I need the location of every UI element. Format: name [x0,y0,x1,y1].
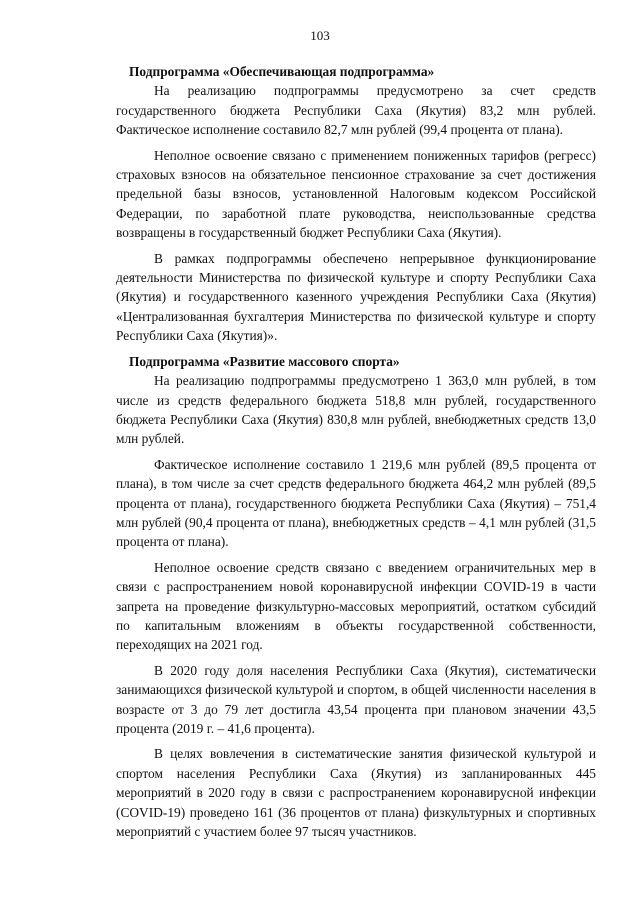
paragraph: Фактическое исполнение составило 1 219,6 млн рублей (89,5 процента от плана), в том числе за счет средств федерального бюджета 464,2 млн рублей (89,5 процента от плана), государственного бюджета Республики Саха (Якутия) – 751,4 млн рублей (90,4 процента от плана), внебюджетных средств – 4,1 млн рублей (31,5 процента от плана). [116,456,596,550]
paragraph: На реализацию подпрограммы предусмотрено за счет средств государственного бюджета Республики Саха (Якутия) 83,2 млн рублей. Фактическое исполнение составило 82,7 млн рублей (99,4 процента от плана). [116,83,596,138]
page-number: 103 [310,28,330,43]
paragraph: Неполное освоение средств связано с введением ограничительных мер в связи с распространением новой коронавирусной инфекции COVID-19 в части запрета на проведение физкультурно-массовых мероприятий, остатком субсидий по капитальным вложениям в объекты государственной собственности, переходящих на 2021 год. [116,559,596,653]
paragraph: На реализацию подпрограммы предусмотрено 1 363,0 млн рублей, в том числе из средств федерального бюджета 518,8 млн рублей, государственного бюджета Республики Саха (Якутия) 830,8 млн рублей, внебюджетных средств 13,0 млн рублей. [116,373,596,447]
paragraph: В целях вовлечения в систематические занятия физической культурой и спортом населения Республики Саха (Якутия) из запланированных 445 мероприятий в 2020 году в связи с распространением коронавирусной инфекции (COVID-19) проведено 161 (36 процентов от плана) физкультурных и спортивных мероприятий с участием более 97 тысяч участников. [116,746,596,840]
section-heading: Подпрограмма «Развитие массового спорта» [129,353,400,369]
section-heading: Подпрограмма «Обеспечивающая подпрограмма» [129,64,435,79]
paragraph: В рамках подпрограммы обеспечено непрерывное функционирование деятельности Министерства по физической культуре и спорту Республики Саха (Якутия) и государственного казенного учреждения Республики Саха (Якутия) «Централизованная бухгалтерия Министерства по физической культуре и спорту Республики Саха (Якутия)». [116,250,596,344]
paragraph: В 2020 году доля населения Республики Саха (Якутия), систематически занимающихся физической культурой и спортом, в общей численности населения в возрасте от 3 до 79 лет достигла 43,54 процента при плановом значении 43,5 процента (2019 г. – 41,6 процента). [116,662,596,736]
document-body [116,62,596,847]
paragraph: Неполное освоение связано с применением пониженных тарифов (регресс) страховых взносов на обязательное пенсионное страхование за счет достижения предельной базы взносов, установленной Налоговым кодексом Российской Федерации, по заработной плате руководства, неиспользованные средства возвращены в государственный бюджет Республики Саха (Якутия). [116,147,596,241]
